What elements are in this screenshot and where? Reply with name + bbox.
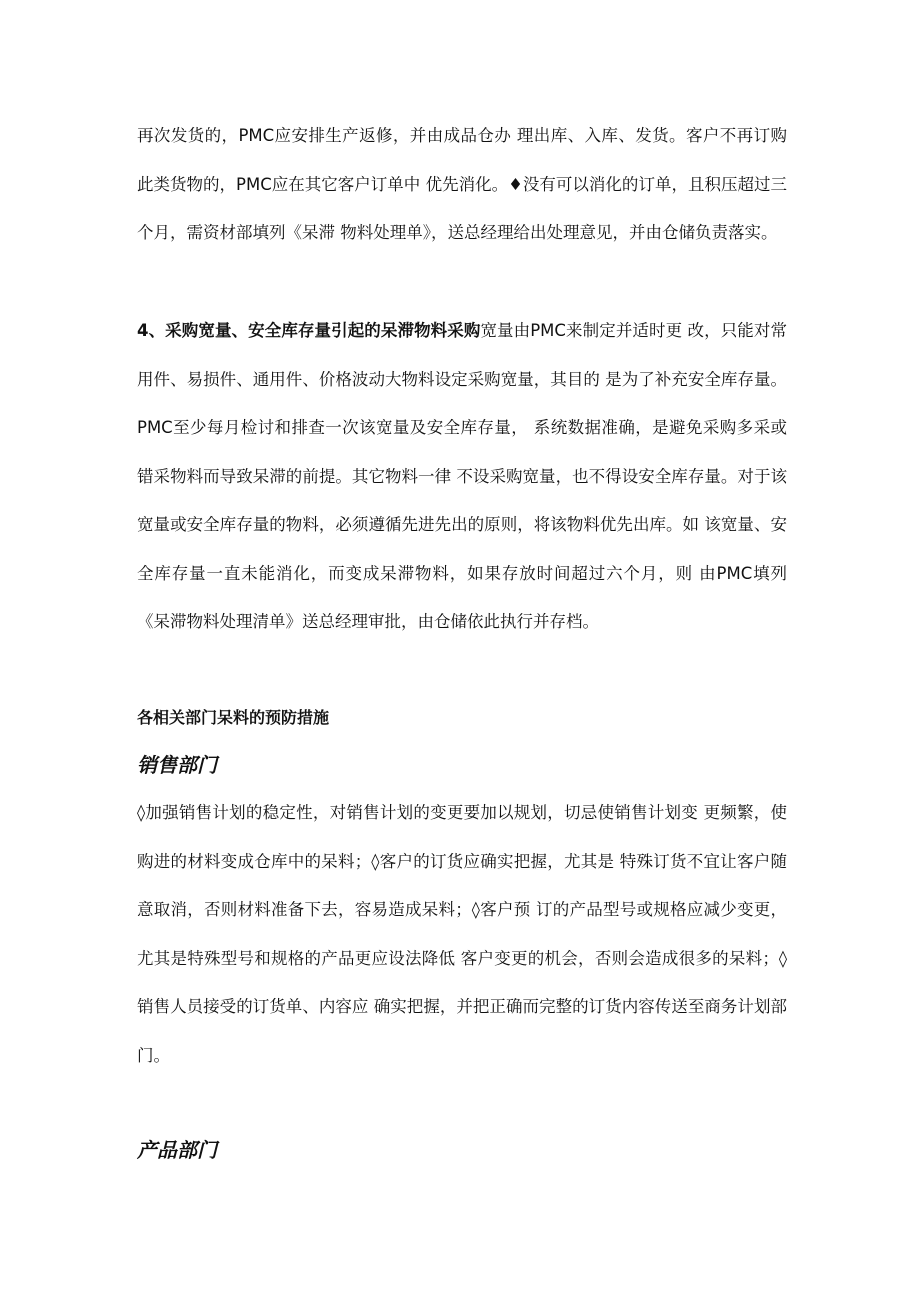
- paragraph-purchase-margin: [137, 307, 787, 647]
- section-heading: 各相关部门呆料的预防措施: [137, 708, 330, 727]
- paragraph-sales-measures: ◊加强销售计划的稳定性，对销售计划的变更要加以规划，切忌使销售计划变 更频繁，使购进的材料变成仓库中的呆料；◊客户的订货应确实把握，尤其是 特殊订货不宜让客户随意取消，否则材料准备下去，容易造成呆料；◊客户预 订的产品型号或规格应减少变更，尤其是特殊型号和规格的产品更应设法降低 客户变更的机会，否则会造成很多的呆料；◊销售人员接受的订货单、内容应 确实把握，并把正确而完整的订货内容传送至商务计划部门。: [137, 803, 787, 1065]
- paragraph-body: 宽量由PMC来制定并适时更 改，只能对常用件、易损件、通用件、价格波动大物料设定采购宽量，其目的 是为了补充安全库存量。PMC至少每月检讨和排查一次该宽量及安全库存量， 系统数据准确，是避免采购多采或错采物料而导致呆滞的前提。其它物料一律 不设采购宽量，也不得设安全库存量。对于该宽量或安全库存量的物料，必须遵循先进先出的原则，将该物料优先出库。如 该宽量、安全库存量一直未能消化，而变成呆滞物料，如果存放时间超过六个月，则 由PMC填列《呆滞物料处理清单》送总经理审批，由仓储依此执行并存档。: [137, 321, 787, 631]
- paragraph-return-handling: 再次发货的，PMC应安排生产返修，并由成品仓办 理出库、入库、发货。客户不再订购此类货物的，PMC应在其它客户订单中 优先消化。♦没有可以消化的订单，且积压超过三个月，需资材部填列《呆滞 物料处理单》，送总经理给出处理意见，并由仓储负责落实。: [137, 126, 787, 242]
- product-department-title: 产品部门: [137, 1138, 217, 1162]
- sales-department-title: 销售部门: [137, 753, 217, 777]
- paragraph-lead-heading: 4、采购宽量、安全库存量引起的呆滞物料采购: [137, 321, 481, 340]
